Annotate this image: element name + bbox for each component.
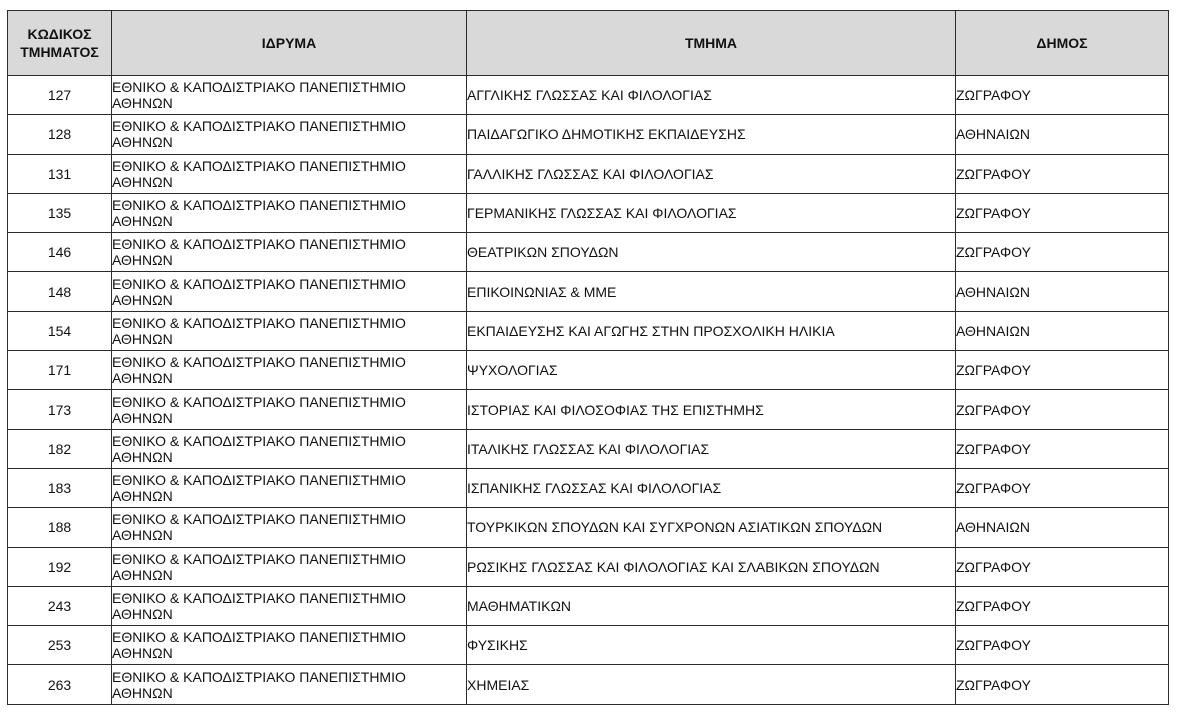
table-row (8, 154, 1169, 193)
institution-cell: ΕΘΝΙΚΟ & ΚΑΠΟΔΙΣΤΡΙΑΚΟ ΠΑΝΕΠΙΣΤΗΜΙΟ ΑΘΗΝΩΝ (112, 390, 467, 429)
header-department: ΤΜΗΜΑ (467, 11, 956, 76)
table-row (8, 115, 1169, 154)
department-cell: ΙΣΠΑΝΙΚΗΣ ΓΛΩΣΣΑΣ ΚΑΙ ΦΙΛΟΛΟΓΙΑΣ (467, 468, 956, 507)
institution-cell: ΕΘΝΙΚΟ & ΚΑΠΟΔΙΣΤΡΙΑΚΟ ΠΑΝΕΠΙΣΤΗΜΙΟ ΑΘΗΝΩΝ (112, 272, 467, 311)
code-cell: 127 (8, 76, 112, 115)
table-row (8, 508, 1169, 547)
code-cell: 131 (8, 154, 112, 193)
department-cell: ΧΗΜΕΙΑΣ (467, 665, 956, 704)
department-cell: ΙΣΤΟΡΙΑΣ ΚΑΙ ΦΙΛΟΣΟΦΙΑΣ ΤΗΣ ΕΠΙΣΤΗΜΗΣ (467, 390, 956, 429)
municipality-cell: ΑΘΗΝΑΙΩΝ (956, 272, 1169, 311)
table-row (8, 468, 1169, 507)
table-row (8, 390, 1169, 429)
code-cell: 148 (8, 272, 112, 311)
table-row (8, 351, 1169, 390)
code-cell: 183 (8, 468, 112, 507)
table-row (8, 586, 1169, 625)
table-row (8, 193, 1169, 232)
header-code-line1: ΚΩΔΙΚΟΣ (27, 26, 92, 42)
department-cell: ΦΥΣΙΚΗΣ (467, 626, 956, 665)
code-cell: 128 (8, 115, 112, 154)
table-row (8, 429, 1169, 468)
municipality-cell: ΖΩΓΡΑΦΟΥ (956, 429, 1169, 468)
table-row (8, 665, 1169, 704)
department-cell: ΤΟΥΡΚΙΚΩΝ ΣΠΟΥΔΩΝ ΚΑΙ ΣΥΓΧΡΟΝΩΝ ΑΣΙΑΤΙΚΩΝ ΣΠΟΥΔΩΝ (467, 508, 956, 547)
code-cell: 171 (8, 351, 112, 390)
code-cell: 192 (8, 547, 112, 586)
header-code (8, 11, 112, 76)
institution-cell: ΕΘΝΙΚΟ & ΚΑΠΟΔΙΣΤΡΙΑΚΟ ΠΑΝΕΠΙΣΤΗΜΙΟ ΑΘΗΝΩΝ (112, 508, 467, 547)
header-row (8, 11, 1169, 76)
institution-cell: ΕΘΝΙΚΟ & ΚΑΠΟΔΙΣΤΡΙΑΚΟ ΠΑΝΕΠΙΣΤΗΜΙΟ ΑΘΗΝΩΝ (112, 311, 467, 350)
municipality-cell: ΖΩΓΡΑΦΟΥ (956, 586, 1169, 625)
table-row (8, 272, 1169, 311)
code-cell: 173 (8, 390, 112, 429)
department-cell: ΕΚΠΑΙΔΕΥΣΗΣ ΚΑΙ ΑΓΩΓΗΣ ΣΤΗΝ ΠΡΟΣΧΟΛΙΚΗ ΗΛΙΚΙΑ (467, 311, 956, 350)
municipality-cell: ΑΘΗΝΑΙΩΝ (956, 115, 1169, 154)
municipality-cell: ΖΩΓΡΑΦΟΥ (956, 233, 1169, 272)
department-cell: ΓΕΡΜΑΝΙΚΗΣ ΓΛΩΣΣΑΣ ΚΑΙ ΦΙΛΟΛΟΓΙΑΣ (467, 193, 956, 232)
departments-table (7, 10, 1169, 705)
institution-cell: ΕΘΝΙΚΟ & ΚΑΠΟΔΙΣΤΡΙΑΚΟ ΠΑΝΕΠΙΣΤΗΜΙΟ ΑΘΗΝΩΝ (112, 233, 467, 272)
department-cell: ΨΥΧΟΛΟΓΙΑΣ (467, 351, 956, 390)
code-cell: 154 (8, 311, 112, 350)
department-cell: ΑΓΓΛΙΚΗΣ ΓΛΩΣΣΑΣ ΚΑΙ ΦΙΛΟΛΟΓΙΑΣ (467, 76, 956, 115)
code-cell: 146 (8, 233, 112, 272)
header-municipality: ΔΗΜΟΣ (956, 11, 1169, 76)
municipality-cell: ΑΘΗΝΑΙΩΝ (956, 311, 1169, 350)
municipality-cell: ΑΘΗΝΑΙΩΝ (956, 508, 1169, 547)
table-row (8, 76, 1169, 115)
code-cell: 188 (8, 508, 112, 547)
department-cell: ΓΑΛΛΙΚΗΣ ΓΛΩΣΣΑΣ ΚΑΙ ΦΙΛΟΛΟΓΙΑΣ (467, 154, 956, 193)
header-code-line2: ΤΜΗΜΑΤΟΣ (20, 44, 99, 60)
code-cell: 243 (8, 586, 112, 625)
institution-cell: ΕΘΝΙΚΟ & ΚΑΠΟΔΙΣΤΡΙΑΚΟ ΠΑΝΕΠΙΣΤΗΜΙΟ ΑΘΗΝΩΝ (112, 351, 467, 390)
municipality-cell: ΖΩΓΡΑΦΟΥ (956, 193, 1169, 232)
code-cell: 135 (8, 193, 112, 232)
table-row (8, 547, 1169, 586)
table-row (8, 626, 1169, 665)
institution-cell: ΕΘΝΙΚΟ & ΚΑΠΟΔΙΣΤΡΙΑΚΟ ΠΑΝΕΠΙΣΤΗΜΙΟ ΑΘΗΝΩΝ (112, 626, 467, 665)
department-cell: ΕΠΙΚΟΙΝΩΝΙΑΣ & ΜΜΕ (467, 272, 956, 311)
municipality-cell: ΖΩΓΡΑΦΟΥ (956, 154, 1169, 193)
institution-cell: ΕΘΝΙΚΟ & ΚΑΠΟΔΙΣΤΡΙΑΚΟ ΠΑΝΕΠΙΣΤΗΜΙΟ ΑΘΗΝΩΝ (112, 468, 467, 507)
municipality-cell: ΖΩΓΡΑΦΟΥ (956, 351, 1169, 390)
code-cell: 263 (8, 665, 112, 704)
institution-cell: ΕΘΝΙΚΟ & ΚΑΠΟΔΙΣΤΡΙΑΚΟ ΠΑΝΕΠΙΣΤΗΜΙΟ ΑΘΗΝΩΝ (112, 154, 467, 193)
department-cell: ΜΑΘΗΜΑΤΙΚΩΝ (467, 586, 956, 625)
institution-cell: ΕΘΝΙΚΟ & ΚΑΠΟΔΙΣΤΡΙΑΚΟ ΠΑΝΕΠΙΣΤΗΜΙΟ ΑΘΗΝΩΝ (112, 193, 467, 232)
department-cell: ΡΩΣΙΚΗΣ ΓΛΩΣΣΑΣ ΚΑΙ ΦΙΛΟΛΟΓΙΑΣ ΚΑΙ ΣΛΑΒΙΚΩΝ ΣΠΟΥΔΩΝ (467, 547, 956, 586)
table-row (8, 233, 1169, 272)
institution-cell: ΕΘΝΙΚΟ & ΚΑΠΟΔΙΣΤΡΙΑΚΟ ΠΑΝΕΠΙΣΤΗΜΙΟ ΑΘΗΝΩΝ (112, 586, 467, 625)
institution-cell: ΕΘΝΙΚΟ & ΚΑΠΟΔΙΣΤΡΙΑΚΟ ΠΑΝΕΠΙΣΤΗΜΙΟ ΑΘΗΝΩΝ (112, 115, 467, 154)
table-body (8, 76, 1169, 705)
municipality-cell: ΖΩΓΡΑΦΟΥ (956, 626, 1169, 665)
institution-cell: ΕΘΝΙΚΟ & ΚΑΠΟΔΙΣΤΡΙΑΚΟ ΠΑΝΕΠΙΣΤΗΜΙΟ ΑΘΗΝΩΝ (112, 76, 467, 115)
code-cell: 253 (8, 626, 112, 665)
institution-cell: ΕΘΝΙΚΟ & ΚΑΠΟΔΙΣΤΡΙΑΚΟ ΠΑΝΕΠΙΣΤΗΜΙΟ ΑΘΗΝΩΝ (112, 665, 467, 704)
municipality-cell: ΖΩΓΡΑΦΟΥ (956, 390, 1169, 429)
table-row (8, 311, 1169, 350)
municipality-cell: ΖΩΓΡΑΦΟΥ (956, 468, 1169, 507)
municipality-cell: ΖΩΓΡΑΦΟΥ (956, 76, 1169, 115)
municipality-cell: ΖΩΓΡΑΦΟΥ (956, 547, 1169, 586)
table-header (8, 11, 1169, 76)
department-cell: ΙΤΑΛΙΚΗΣ ΓΛΩΣΣΑΣ ΚΑΙ ΦΙΛΟΛΟΓΙΑΣ (467, 429, 956, 468)
municipality-cell: ΖΩΓΡΑΦΟΥ (956, 665, 1169, 704)
institution-cell: ΕΘΝΙΚΟ & ΚΑΠΟΔΙΣΤΡΙΑΚΟ ΠΑΝΕΠΙΣΤΗΜΙΟ ΑΘΗΝΩΝ (112, 429, 467, 468)
code-cell: 182 (8, 429, 112, 468)
department-cell: ΠΑΙΔΑΓΩΓΙΚΟ ΔΗΜΟΤΙΚΗΣ ΕΚΠΑΙΔΕΥΣΗΣ (467, 115, 956, 154)
header-institution: ΙΔΡΥΜΑ (112, 11, 467, 76)
department-cell: ΘΕΑΤΡΙΚΩΝ ΣΠΟΥΔΩΝ (467, 233, 956, 272)
institution-cell: ΕΘΝΙΚΟ & ΚΑΠΟΔΙΣΤΡΙΑΚΟ ΠΑΝΕΠΙΣΤΗΜΙΟ ΑΘΗΝΩΝ (112, 547, 467, 586)
